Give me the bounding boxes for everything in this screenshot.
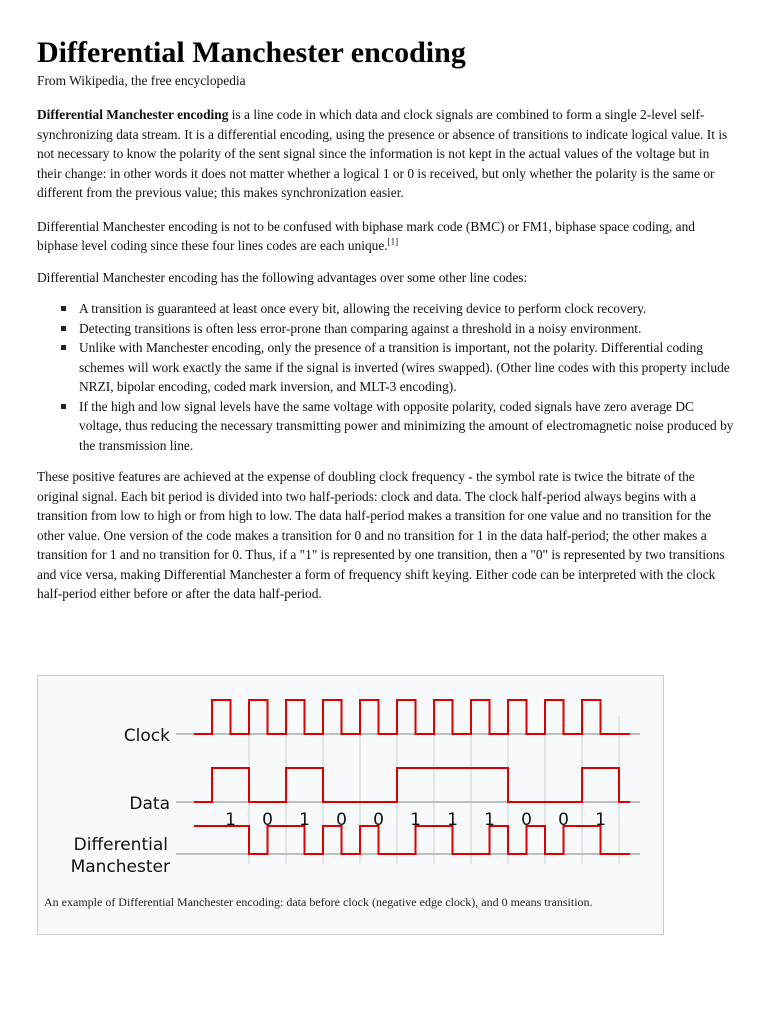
- bit-label: 0: [336, 810, 347, 830]
- distinction-paragraph: [37, 217, 737, 256]
- tradeoff-paragraph: These positive features are achieved at the expense of doubling clock frequency - the symbol rate is twice the bitrate of the original signal. Each bit period is divided into two half-periods: clock and data. The clock half-period always begins with a transition from low to high or from high to low. The data half-period makes a transition for one value and no transition for the other value. One version of the code makes a transition for 0 and no transition for 1 in the data half-period; the other makes a transition for 1 and no transition for 0. Thus, if a "1" is represented by one transition, then a "0" is represented by two transitions and vice versa, making Differential Manchester a form of frequency shift keying. Either code can be interpreted with the clock half-period either before or after the data half-period.: [37, 469, 725, 601]
- distinction-text: Differential Manchester encoding is not to be confused with biphase mark code (BMC) or FM1, biphase space coding, and biphase level coding since these four lines codes are each unique.: [37, 218, 695, 253]
- bit-label: 1: [410, 810, 421, 830]
- article-body: [37, 105, 737, 616]
- advantages-intro: Differential Manchester encoding has the following advantages over some other line codes:: [37, 269, 528, 285]
- clock-signal: [194, 700, 630, 734]
- bit-label: 1: [447, 810, 458, 830]
- list-item: Unlike with Manchester encoding, only the presence of a transition is important, not the polarity. Differential coding schemes will work exactly the same if the signal is inverted (wires swapped). (Other line codes with this property include NRZI, bipolar encoding, coded mark inversion, and MLT-3 encoding).: [79, 338, 737, 397]
- bit-label: 0: [558, 810, 569, 830]
- bit-label: 1: [299, 810, 310, 830]
- manchester-label: Manchester: [70, 857, 170, 877]
- differential-label: Differential: [73, 835, 168, 855]
- list-item: If the high and low signal levels have the same voltage with opposite polarity, coded signals have zero average DC voltage, thus reducing the necessary transmitting power and minimizing the amount of electromagnetic noise produced by the transmission line.: [79, 397, 737, 456]
- intro-paragraph: [37, 105, 737, 203]
- intro-bold-term: Differential Manchester encoding: [37, 107, 229, 122]
- bit-label: 0: [521, 810, 532, 830]
- list-item: A transition is guaranteed at least once every bit, allowing the receiving device to perform clock recovery.: [79, 299, 737, 319]
- bit-label: 0: [262, 810, 273, 830]
- intro-text: is a line code in which data and clock signals are combined to form a single 2-level self-synchronizing data stream. It is a differential encoding, using the presence or absence of transitions to indicate logical value. It is not necessary to know the polarity of the sent signal since the information is not kept in the actual values of the voltage but in their change: in other words it does not matter whether a logical 1 or 0 is received, but only whether the polarity is the same or different from the previous value; this makes synchronization easier.: [37, 107, 728, 200]
- page-subtitle: From Wikipedia, the free encyclopedia: [37, 73, 246, 88]
- advantages-list: [37, 299, 737, 455]
- differential-manchester-signal: [194, 826, 630, 854]
- page-title: Differential Manchester encoding: [37, 36, 466, 69]
- encoding-figure: [37, 675, 664, 935]
- bit-label: 0: [373, 810, 384, 830]
- waveform-diagram: [40, 678, 661, 890]
- clock-label: Clock: [123, 726, 170, 746]
- signal-baselines: [176, 734, 640, 854]
- reference-link[interactable]: [1]: [387, 236, 399, 247]
- bit-label: 1: [595, 810, 606, 830]
- bit-label: 1: [225, 810, 236, 830]
- data-label: Data: [129, 794, 170, 814]
- bit-label: 1: [484, 810, 495, 830]
- data-signal: [194, 768, 630, 802]
- list-item: Detecting transitions is often less error-prone than comparing against a threshold in a noisy environment.: [79, 319, 737, 339]
- figure-caption: An example of Differential Manchester encoding: data before clock (negative edge clock), and 0 means transition.: [44, 895, 593, 909]
